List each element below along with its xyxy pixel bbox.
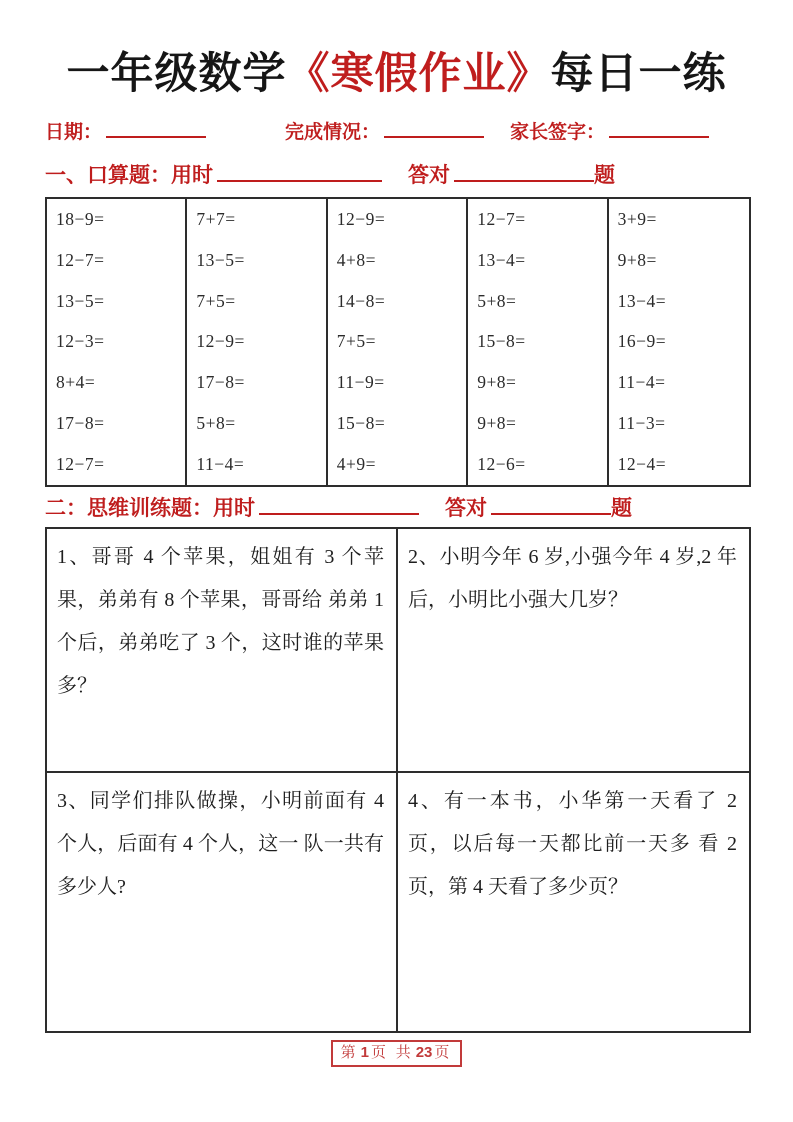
oral-problem: 4+9= [336,454,377,475]
section2-correct-blank [491,498,611,515]
completion-label: 完成情况： [285,122,381,143]
title-daily-practice: 每日一练 [550,51,727,98]
oral-problem: 12−6= [477,454,526,475]
oral-column-5 [609,199,749,485]
oral-problem: 4+8= [336,249,377,270]
oral-math-table [45,197,751,487]
oral-problem: 7+5= [336,331,377,352]
section1-correct-label: 答对 [408,163,450,187]
oral-problem: 12−3= [56,331,105,352]
oral-problem: 17−8= [196,372,245,393]
oral-problem: 5+8= [196,413,236,434]
date-label: 日期： [45,122,103,143]
oral-problem: 12−7= [56,454,105,475]
oral-problem: 18−9= [56,208,105,229]
oral-problem: 13−4= [617,290,667,311]
oral-problem: 12−9= [336,208,386,229]
oral-problem: 11−9= [336,372,385,393]
footer-prefix: 第 [340,1045,359,1061]
oral-column-4 [468,199,608,485]
oral-problem: 16−9= [617,331,667,352]
oral-problem: 7+7= [196,208,236,229]
word-problem-2: 2、小明今年 6 岁,小强今年 4 岁,2 年后，小明比小强大几岁？ [398,529,749,773]
page-title [0,40,793,101]
section1-suffix: 题 [594,163,615,187]
oral-problem: 7+5= [196,290,236,311]
oral-problem: 3+9= [617,208,657,229]
footer-suffix: 页 [434,1045,453,1061]
section2-header [45,492,632,522]
signature-blank-line [609,121,709,138]
oral-problem: 11−3= [617,413,666,434]
oral-problem: 12−9= [196,331,245,352]
section2-time-blank [259,498,419,515]
oral-problem: 13−4= [477,249,526,270]
oral-problem: 11−4= [617,372,666,393]
oral-problem: 9+8= [477,413,517,434]
title-book-name: 《寒假作业》 [286,51,551,98]
oral-problem: 12−7= [477,208,526,229]
word-problem-1: 1、哥哥 4 个苹果，姐姐有 3 个苹果，弟弟有 8 个苹果，哥哥给 弟弟 1 个后，弟弟吃了 3 个，这时谁的苹果多？ [47,529,398,773]
oral-problem: 13−5= [196,249,245,270]
section2-correct-label: 答对 [445,496,487,520]
word-problem-4: 4、有一本书，小华第一天看了 2 页，以后每一天都比前一天多 看 2 页，第 4 天看了多少页？ [408,790,737,898]
title-grade-subject: 一年级数学 [66,51,287,98]
signature-label: 家长签字： [510,122,606,143]
oral-problem: 12−7= [56,249,105,270]
oral-problem: 14−8= [336,290,386,311]
oral-column-2 [187,199,327,485]
oral-problem: 9+8= [617,249,657,270]
section1-correct-blank [454,165,594,182]
date-blank-line [106,121,206,138]
section1-header [45,159,615,189]
page-footer [0,1040,793,1067]
oral-problem: 8+4= [56,372,96,393]
section2-suffix: 题 [611,496,632,520]
oral-problem: 12−4= [617,454,667,475]
completion-blank-line [384,121,484,138]
date-field [45,117,206,144]
footer-mid: 页 共 [370,1045,414,1061]
oral-problem: 15−8= [336,413,386,434]
word-problem-3: 3、同学们排队做操，小明前面有 4 个人，后面有 4 个人，这一 队一共有多少人? [47,773,398,1031]
oral-problem: 13−5= [56,290,105,311]
page-number-box [331,1040,463,1067]
oral-problem: 9+8= [477,372,517,393]
oral-column-1 [47,199,187,485]
completion-field [285,117,484,144]
oral-problem: 11−4= [196,454,245,475]
section1-time-blank [217,165,382,182]
oral-column-3 [328,199,468,485]
footer-current-page: 1 [360,1044,369,1061]
section1-prefix: 一、口算题：用时 [45,163,213,187]
oral-problem: 17−8= [56,413,105,434]
section2-prefix: 二：思维训练题：用时 [45,496,255,520]
signature-field [510,117,709,144]
word-problems-grid [45,527,751,1033]
footer-total-pages: 23 [415,1044,433,1061]
oral-problem: 5+8= [477,290,517,311]
oral-problem: 15−8= [477,331,526,352]
